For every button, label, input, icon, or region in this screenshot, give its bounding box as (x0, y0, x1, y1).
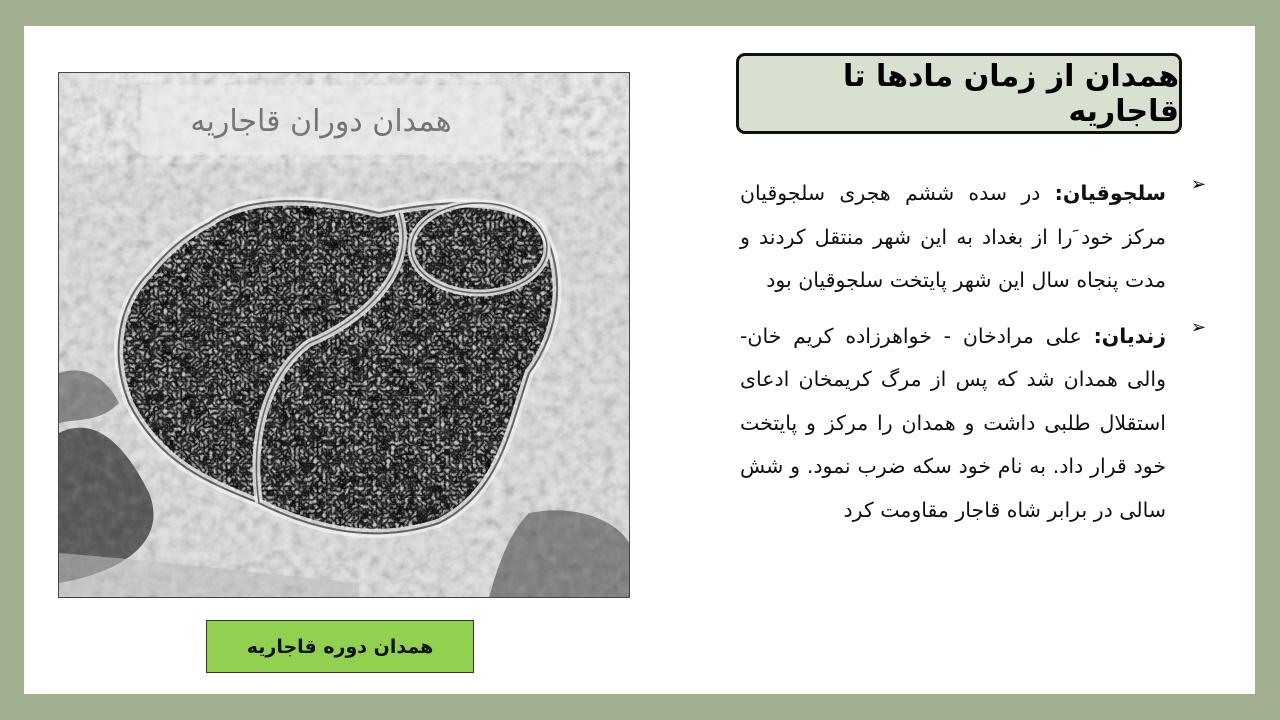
bullet-seljuks (740, 172, 1206, 303)
image-caption: همدان دوره قاجاریه (206, 620, 474, 673)
bullet-seljuks-body: در سده ششم هجری سلجوقیان مرکز خود َرا از بغداد به این شهر منتقل کردند و مدت پنجاه سال این شهر پایتخت سلجوقیان بود (740, 181, 1166, 292)
city-model-illustration (59, 73, 629, 597)
bullet-seljuks-term: سلجوقیان: (1054, 181, 1166, 205)
bullet-zands-term: زندیان: (1093, 323, 1166, 348)
slide (24, 26, 1255, 694)
bullet-zands-text (740, 315, 1166, 533)
city-model-photo (58, 72, 630, 598)
arrowhead-bullet-icon: ➢ (1190, 316, 1206, 338)
bullet-seljuks-text (740, 172, 1166, 303)
arrowhead-bullet-icon: ➢ (1190, 174, 1206, 195)
slide-title: همدان از زمان مادها تا قاجاریه (736, 53, 1182, 134)
bullet-zands (740, 315, 1206, 533)
bullet-zands-body: علی مرادخان - خواهرزاده کریم خان- والی همدان شد که پس از مرگ کریمخان ادعای استقلال طلبی داشت و همدان را مرکز و پایتخت خود قرار داد. به نام خود سکه ضرب نمود. و شش سالی در برابر شاه قاجار مقاومت کرد (740, 323, 1166, 522)
bullet-list (740, 172, 1206, 544)
